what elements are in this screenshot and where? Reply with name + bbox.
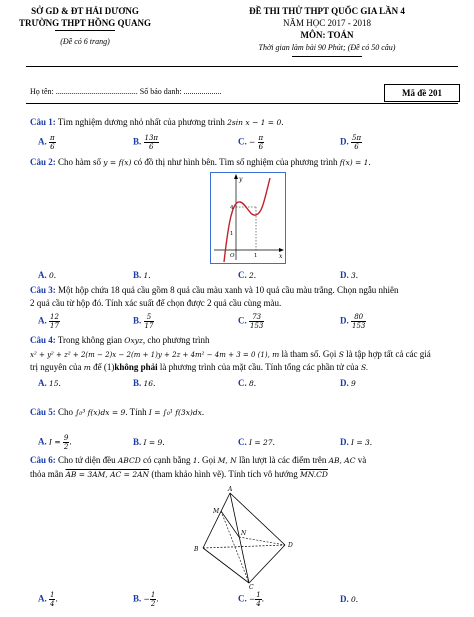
tetrahedron-name: ABCD: [117, 456, 141, 465]
edge-bc: [203, 548, 249, 583]
option-letter: D.: [340, 315, 349, 326]
question-label: Câu 1:: [30, 117, 56, 127]
integral-asked: I = ∫₀¹ f(3x)dx: [148, 408, 202, 417]
question-text: Tìm nghiệm dương nhỏ nhất của phương trình: [57, 117, 225, 127]
question-text: , cho phương trình: [142, 335, 210, 345]
function-notation: y = f(x): [103, 158, 132, 167]
option-letter: A.: [38, 378, 47, 388]
page-count: (Đề có 6 trang): [60, 37, 110, 46]
question-6-line-2: [30, 469, 328, 479]
option-letter: A.: [38, 593, 47, 604]
dot-product: MN.CD: [300, 470, 328, 479]
option-value: 16: [143, 379, 154, 388]
q5-option-d[interactable]: D. I = 3.: [340, 437, 373, 447]
q5-option-b[interactable]: B. I = 9.: [133, 437, 165, 447]
question-text: Cho: [58, 407, 74, 417]
emphasis: không phải: [114, 362, 158, 372]
edge-ad: [230, 493, 285, 545]
question-label: Câu 4:: [30, 335, 56, 345]
option-letter: C.: [238, 315, 247, 326]
vertex-b: B: [194, 546, 199, 553]
x-axis-label: x: [279, 253, 283, 260]
question-text: có cạnh bằng: [142, 455, 191, 465]
q2-option-c[interactable]: C. 2.: [238, 270, 257, 280]
option-letter: C.: [238, 378, 247, 388]
q5-option-c[interactable]: C. I = 27.: [238, 437, 275, 447]
vertex-d: D: [288, 542, 293, 549]
q3-option-b[interactable]: [133, 313, 154, 330]
question-text: có đồ thị như hình bên. Tìm số nghiệm của phương trình: [133, 157, 338, 167]
question-1: Câu 1: Tìm nghiệm dương nhỏ nhất của phương trình 2sin x − 1 = 0.: [30, 117, 284, 127]
question-3: [30, 285, 399, 295]
q1-option-c[interactable]: [238, 134, 264, 151]
fraction: $\frac{5\pi}{6}$: [352, 134, 362, 151]
fraction: $\frac{5}{17}$: [144, 313, 154, 330]
question-text: . Gọi: [197, 455, 216, 465]
origin-label: O: [230, 253, 235, 259]
option-letter: B.: [133, 593, 142, 604]
tetrahedron-figure: [185, 485, 305, 590]
y-tick-4: 4: [230, 205, 234, 211]
option-value: I = 27: [249, 438, 273, 447]
subject: MÔN: TOÁN: [300, 30, 354, 40]
option-letter: C.: [238, 437, 247, 447]
question-label: Câu 5:: [30, 407, 56, 417]
school-name: TRƯỜNG THPT HỒNG QUANG: [18, 18, 152, 28]
option-value: 3: [351, 271, 356, 280]
edge-length: 1: [192, 456, 198, 465]
points: M, N: [217, 456, 237, 465]
option-value: I = 9: [143, 438, 163, 447]
option-letter: D.: [340, 594, 349, 604]
fraction: $\frac{73}{153}$: [250, 313, 264, 330]
option-value: 0: [49, 271, 54, 280]
question-text: là phương trình của mặt cầu. Tính tổng các phần tử của: [159, 362, 359, 372]
q3-option-c[interactable]: [238, 313, 264, 330]
option-value: 8: [249, 379, 254, 388]
q6-option-a[interactable]: A. $\frac{1}{4}$ .: [38, 591, 58, 608]
param-m: m: [83, 363, 91, 372]
exam-code-box: Mã đề 201: [384, 84, 460, 102]
point-m: M: [213, 508, 220, 515]
option-letter: D.: [340, 136, 349, 147]
function-graph: [210, 172, 286, 264]
function-curve: [224, 178, 270, 262]
equation: 2sin x − 1 = 0: [227, 118, 282, 127]
option-letter: D.: [340, 270, 349, 280]
header-underline-right: [292, 56, 362, 57]
option-letter: B.: [133, 136, 142, 147]
option-letter: A.: [38, 436, 47, 447]
set-s: S.: [360, 363, 369, 372]
header-underline-left: [55, 30, 115, 31]
option-letter: B.: [133, 378, 142, 388]
x-tick-1: 1: [254, 253, 258, 259]
equation: f(x) = 1: [339, 158, 369, 167]
q4-option-a[interactable]: A. 15.: [38, 378, 61, 388]
edge-ab: [203, 493, 230, 548]
option-letter: B.: [133, 270, 142, 280]
set-s: S: [338, 350, 344, 359]
q6-option-d[interactable]: D. 0.: [340, 594, 359, 604]
q6-option-b[interactable]: B. − $\frac{1}{2}$ .: [133, 591, 159, 608]
school-year: NĂM HỌC 2017 - 2018: [282, 18, 371, 28]
edges: AB, AC: [328, 456, 356, 465]
option-value: 0: [351, 595, 356, 604]
q2-option-d[interactable]: D. 3.: [340, 270, 359, 280]
edge-cd: [249, 545, 285, 583]
question-text: trị nguyên của: [30, 362, 82, 372]
q1-option-b[interactable]: [133, 134, 159, 151]
coordinate-system: Oxyz: [124, 336, 143, 345]
point-n: N: [241, 530, 247, 537]
question-text: là tập hợp tất cả các giá: [346, 349, 431, 359]
question-text: (tham khảo hình vẽ). Tính tích vô hướng: [151, 469, 298, 479]
option-value: 1: [143, 271, 149, 280]
q4-option-d[interactable]: [340, 378, 356, 388]
option-letter: B.: [133, 437, 142, 447]
fraction: $\frac{\pi}{6}$: [50, 134, 55, 151]
option-letter: D.: [340, 437, 349, 447]
minus-sign: −: [249, 594, 256, 604]
edge-bd: [203, 545, 285, 548]
x-axis-arrow: [279, 248, 284, 252]
q6-option-c[interactable]: C. − $\frac{1}{4}$ .: [238, 591, 265, 608]
question-text: thỏa mãn: [30, 469, 64, 479]
q5-option-a[interactable]: A. I = $\frac{9}{2}$ .: [38, 434, 72, 451]
option-letter: A.: [38, 270, 47, 280]
q2-option-b[interactable]: B. 1.: [133, 270, 151, 280]
option-prefix: I =: [49, 437, 61, 447]
question-label: Câu 3:: [30, 285, 56, 295]
student-info-line: Họ tên: ......................................... Số báo danh: ...................: [30, 87, 222, 96]
q1-option-a[interactable]: [38, 134, 56, 151]
question-4: [30, 335, 210, 345]
fraction: $\frac{1}{2}$: [150, 591, 156, 608]
question-3-line-2: 2 quả cầu từ hộp đó. Tính xác suất để chọn được 2 quả cầu cùng màu.: [30, 298, 282, 308]
exam-title: ĐỀ THI THỬ THPT QUỐC GIA LẦN 4: [249, 6, 405, 16]
question-label: Câu 6:: [30, 455, 56, 465]
minus-sign: −: [143, 594, 150, 604]
vertex-c: C: [249, 584, 254, 590]
q1-option-d[interactable]: [340, 134, 362, 151]
fraction: $\frac{\pi}{6}$: [258, 134, 264, 151]
vertex-a: A: [228, 486, 233, 493]
question-6: [30, 455, 366, 465]
question-4-line-3: [30, 362, 368, 372]
option-letter: C.: [238, 136, 247, 147]
student-divider: [26, 103, 458, 104]
y-tick-1: 1: [230, 231, 234, 237]
question-text: Một hộp chứa 18 quả cầu gồm 8 quả cầu màu xanh và 10 quả cầu màu trắng. Chọn ngẫu nhiên: [58, 285, 399, 295]
option-letter: B.: [133, 315, 142, 326]
question-5: Câu 5: Cho ∫₀³ f(x)dx = 9. Tính I = ∫₀¹ f(3x)dx.: [30, 407, 205, 417]
fraction: $\frac{13\pi}{6}$: [144, 134, 159, 151]
option-value: I = 3: [351, 438, 370, 447]
integral-given: ∫₀³ f(x)dx = 9: [75, 408, 126, 417]
fraction: $\frac{1}{4}$: [50, 591, 55, 608]
option-letter: C.: [238, 593, 247, 604]
question-text: lần lượt là các điểm trên: [239, 455, 327, 465]
q2-option-a[interactable]: A. 0.: [38, 270, 57, 280]
q3-option-a[interactable]: [38, 313, 60, 330]
question-label: Câu 2:: [30, 157, 56, 167]
vector-conditions: AB = 3AM, AC = 2AN: [65, 470, 150, 479]
option-value: 2: [249, 271, 254, 280]
question-text: là tham số. Gọi: [281, 349, 337, 359]
y-axis-label: y: [239, 176, 243, 183]
question-text: Cho hàm số: [58, 157, 102, 167]
question-text: để: [93, 362, 102, 372]
question-text: và: [357, 455, 367, 465]
fraction: $\frac{1}{4}$: [256, 591, 261, 608]
y-axis-arrow: [234, 174, 238, 179]
option-value: 9: [351, 379, 356, 388]
q4-option-b[interactable]: B. 16.: [133, 378, 156, 388]
fraction: $\frac{9}{2}$: [63, 434, 69, 451]
fraction: $\frac{80}{153}$: [352, 313, 366, 330]
option-letter: A.: [38, 315, 47, 326]
question-text: Trong không gian: [57, 335, 123, 345]
question-text: . Tính: [125, 407, 147, 417]
option-letter: A.: [38, 136, 47, 147]
header-divider: [26, 66, 458, 67]
q4-option-c[interactable]: C. 8.: [238, 378, 257, 388]
department-name: SỞ GD & ĐT HẢI DƯƠNG: [31, 6, 139, 16]
time-limit: Thời gian làm bài 90 Phút; (Đề có 50 câu): [258, 43, 396, 52]
q3-option-d[interactable]: [340, 313, 366, 330]
sphere-equation: x² + y² + z² + 2(m − 2)x − 2(m + 1)y + 2z + 4m² − 4m + 3 = 0 (1),: [30, 351, 270, 359]
question-text: Cho tứ diện đều: [58, 455, 116, 465]
question-4-equation-line: [30, 349, 431, 359]
option-letter: D.: [340, 378, 349, 388]
option-letter: C.: [238, 270, 247, 280]
fraction: $\frac{12}{17}$: [50, 313, 59, 330]
option-value: 15: [49, 379, 59, 388]
param-m: m: [272, 350, 280, 359]
equation-ref: (1): [103, 362, 115, 372]
minus-sign: −: [249, 137, 256, 147]
question-2: Câu 2: Cho hàm số y = f(x) có đồ thị như hình bên. Tìm số nghiệm của phương trình f(x) = 1.: [30, 157, 371, 167]
